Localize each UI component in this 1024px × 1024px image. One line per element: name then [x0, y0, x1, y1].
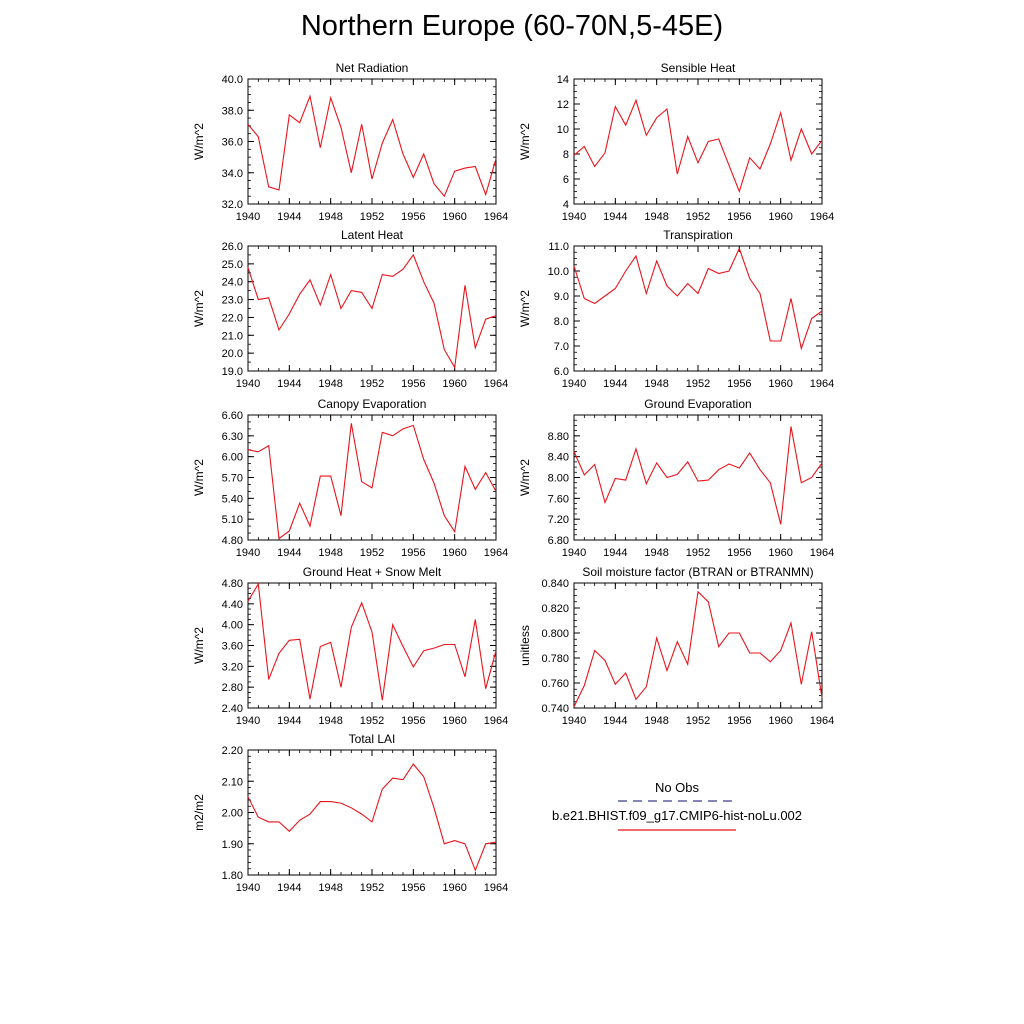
- net-radiation-ylabel: W/m^2: [192, 123, 206, 160]
- net-radiation-x-tick-label: 1964: [483, 211, 509, 223]
- ground-heat-snow-melt-x-tick-label: 1944: [277, 715, 302, 727]
- transpiration-y-tick-label: 8.0: [553, 316, 569, 328]
- sensible-heat-frame: [574, 79, 822, 204]
- canopy-evaporation-x-tick-label: 1940: [235, 547, 261, 559]
- transpiration-y-tick-label: 7.0: [553, 341, 569, 353]
- soil-moisture-factor-x-tick-label: 1956: [727, 715, 752, 727]
- total-lai-x-tick-label: 1952: [359, 882, 385, 894]
- soil-moisture-factor-y-tick-label: 0.800: [541, 628, 569, 640]
- canopy-evaporation-y-tick-label: 5.10: [221, 514, 243, 527]
- sensible-heat-ylabel: W/m^2: [518, 123, 532, 160]
- net-radiation-y-tick-label: 36.0: [221, 136, 243, 149]
- soil-moisture-factor-y-tick-label: 0.840: [541, 578, 569, 590]
- canopy-evaporation-x-tick-label: 1952: [359, 547, 385, 559]
- canopy-evaporation-y-tick-label: 6.30: [221, 430, 243, 443]
- sensible-heat-y-tick-label: 12: [556, 99, 569, 111]
- net-radiation-x-tick-label: 1948: [318, 211, 343, 223]
- latent-heat-y-tick-label: 23.0: [221, 294, 243, 307]
- ground-evaporation-x-tick-label: 1952: [685, 547, 711, 559]
- sensible-heat-x-tick-label: 1948: [644, 211, 669, 223]
- canopy-evaporation-y-tick-label: 6.60: [221, 410, 243, 422]
- sensible-heat-x-tick-label: 1960: [768, 211, 793, 223]
- transpiration-x-tick-label: 1944: [603, 378, 628, 390]
- total-lai-frame: [248, 750, 496, 875]
- ground-evaporation-x-tick-label: 1948: [644, 547, 669, 559]
- ground-heat-snow-melt-x-tick-label: 1948: [318, 715, 343, 727]
- ground-evaporation-x-tick-label: 1960: [768, 547, 793, 559]
- soil-moisture-factor-x-tick-label: 1952: [685, 715, 711, 727]
- soil-moisture-factor-y-tick-label: 0.740: [541, 703, 569, 715]
- net-radiation-x-tick-label: 1952: [359, 211, 385, 223]
- net-radiation-x-tick-label: 1960: [442, 211, 467, 223]
- total-lai-x-tick-label: 1956: [401, 882, 426, 894]
- ground-heat-snow-melt-x-tick-label: 1952: [359, 715, 385, 727]
- ground-evaporation-y-tick-label: 8.40: [547, 451, 569, 464]
- transpiration-x-tick-label: 1964: [809, 378, 835, 390]
- soil-moisture-factor-series-line: [574, 592, 822, 707]
- net-radiation-title: Net Radiation: [335, 61, 409, 75]
- total-lai-y-tick-label: 2.10: [221, 776, 243, 789]
- soil-moisture-factor-ylabel: unitless: [518, 625, 532, 666]
- ground-heat-snow-melt-y-tick-label: 2.40: [221, 703, 243, 715]
- latent-heat-y-tick-label: 22.0: [221, 312, 243, 325]
- transpiration-x-tick-label: 1952: [685, 378, 711, 390]
- latent-heat-y-tick-label: 25.0: [221, 258, 243, 271]
- transpiration-y-tick-label: 10.0: [547, 266, 569, 278]
- transpiration-frame: [574, 246, 822, 371]
- canopy-evaporation-y-tick-label: 5.70: [221, 472, 243, 485]
- ground-evaporation-y-tick-label: 7.20: [547, 514, 569, 527]
- canopy-evaporation-title: Canopy Evaporation: [317, 397, 427, 411]
- transpiration-y-tick-label: 6.0: [553, 366, 569, 378]
- ground-heat-snow-melt-x-tick-label: 1940: [235, 715, 261, 727]
- latent-heat-title: Latent Heat: [340, 228, 404, 242]
- ground-evaporation-title: Ground Evaporation: [644, 397, 752, 411]
- sensible-heat-x-tick-label: 1956: [727, 211, 752, 223]
- canopy-evaporation-frame: [248, 415, 496, 540]
- net-radiation-x-tick-label: 1940: [235, 211, 261, 223]
- transpiration-x-tick-label: 1956: [727, 378, 752, 390]
- soil-moisture-factor-y-tick-label: 0.780: [541, 653, 569, 665]
- net-radiation-y-tick-label: 34.0: [221, 167, 243, 180]
- ground-heat-snow-melt-x-tick-label: 1956: [401, 715, 426, 727]
- ground-evaporation-x-tick-label: 1940: [561, 547, 587, 559]
- canopy-evaporation-x-tick-label: 1960: [442, 547, 467, 559]
- net-radiation-x-tick-label: 1944: [277, 211, 302, 223]
- soil-moisture-factor-x-tick-label: 1940: [561, 715, 587, 727]
- ground-heat-snow-melt-title: Ground Heat + Snow Melt: [302, 565, 442, 579]
- total-lai-series-line: [248, 764, 496, 870]
- net-radiation-x-tick-label: 1956: [401, 211, 426, 223]
- latent-heat-x-tick-label: 1944: [277, 378, 302, 390]
- latent-heat-x-tick-label: 1948: [318, 378, 343, 390]
- legend-obs-label: No Obs: [654, 780, 700, 795]
- sensible-heat-y-tick-label: 8: [562, 149, 569, 161]
- latent-heat-series-line: [248, 255, 496, 368]
- soil-moisture-factor-x-tick-label: 1944: [603, 715, 628, 727]
- ground-heat-snow-melt-y-tick-label: 2.80: [221, 682, 243, 695]
- total-lai-y-tick-label: 1.90: [221, 838, 243, 851]
- ground-evaporation-x-tick-label: 1964: [809, 547, 835, 559]
- total-lai-x-tick-label: 1948: [318, 882, 343, 894]
- canopy-evaporation-x-tick-label: 1944: [277, 547, 302, 559]
- latent-heat-y-tick-label: 26.0: [221, 241, 243, 253]
- ground-heat-snow-melt-x-tick-label: 1960: [442, 715, 467, 727]
- canopy-evaporation-x-tick-label: 1948: [318, 547, 343, 559]
- sensible-heat-x-tick-label: 1940: [561, 211, 587, 223]
- canopy-evaporation-y-tick-label: 5.40: [221, 493, 243, 506]
- ground-evaporation-x-tick-label: 1956: [727, 547, 752, 559]
- latent-heat-y-tick-label: 24.0: [221, 276, 243, 289]
- ground-heat-snow-melt-ylabel: W/m^2: [192, 627, 206, 664]
- total-lai-title: Total LAI: [348, 732, 396, 746]
- latent-heat-x-tick-label: 1940: [235, 378, 261, 390]
- latent-heat-x-tick-label: 1956: [401, 378, 426, 390]
- sensible-heat-x-tick-label: 1944: [603, 211, 628, 223]
- sensible-heat-series-line: [574, 100, 822, 191]
- ground-evaporation-y-tick-label: 8.00: [547, 472, 569, 485]
- canopy-evaporation-ylabel: W/m^2: [192, 459, 206, 496]
- canopy-evaporation-y-tick-label: 4.80: [221, 535, 243, 547]
- ground-heat-snow-melt-series-line: [248, 584, 496, 700]
- latent-heat-x-tick-label: 1964: [483, 378, 509, 390]
- soil-moisture-factor-y-tick-label: 0.760: [541, 678, 569, 690]
- sensible-heat-y-tick-label: 10: [556, 124, 569, 136]
- transpiration-y-tick-label: 11.0: [548, 241, 569, 253]
- transpiration-x-tick-label: 1960: [768, 378, 793, 390]
- sensible-heat-x-tick-label: 1952: [685, 211, 711, 223]
- page-title: Northern Europe (60-70N,5-45E): [300, 10, 724, 42]
- ground-evaporation-y-tick-label: 6.80: [547, 535, 569, 547]
- ground-evaporation-frame: [574, 415, 822, 540]
- transpiration-x-tick-label: 1948: [644, 378, 669, 390]
- net-radiation-y-tick-label: 38.0: [221, 105, 243, 118]
- transpiration-ylabel: W/m^2: [518, 290, 532, 327]
- soil-moisture-factor-title: Soil moisture factor (BTRAN or BTRANMN): [582, 565, 814, 579]
- ground-evaporation-x-tick-label: 1944: [603, 547, 628, 559]
- transpiration-series-line: [574, 249, 822, 349]
- ground-evaporation-y-tick-label: 7.60: [547, 493, 569, 506]
- latent-heat-y-tick-label: 19.0: [221, 366, 243, 378]
- ground-heat-snow-melt-y-tick-label: 3.20: [221, 661, 243, 674]
- latent-heat-y-tick-label: 21.0: [221, 330, 243, 343]
- latent-heat-x-tick-label: 1952: [359, 378, 385, 390]
- ground-heat-snow-melt-y-tick-label: 4.40: [221, 598, 243, 611]
- ground-heat-snow-melt-x-tick-label: 1964: [483, 715, 509, 727]
- total-lai-x-tick-label: 1964: [483, 882, 509, 894]
- net-radiation-y-tick-label: 40.0: [221, 74, 243, 86]
- sensible-heat-y-tick-label: 4: [562, 199, 569, 211]
- ground-evaporation-series-line: [574, 427, 822, 525]
- latent-heat-ylabel: W/m^2: [192, 290, 206, 327]
- total-lai-y-tick-label: 2.20: [221, 745, 243, 757]
- total-lai-x-tick-label: 1940: [235, 882, 261, 894]
- sensible-heat-y-tick-label: 14: [556, 74, 569, 86]
- canopy-evaporation-x-tick-label: 1964: [483, 547, 509, 559]
- soil-moisture-factor-x-tick-label: 1948: [644, 715, 669, 727]
- soil-moisture-factor-y-tick-label: 0.820: [541, 603, 569, 615]
- transpiration-y-tick-label: 9.0: [553, 291, 569, 303]
- soil-moisture-factor-x-tick-label: 1964: [809, 715, 835, 727]
- sensible-heat-x-tick-label: 1964: [809, 211, 835, 223]
- transpiration-x-tick-label: 1940: [561, 378, 587, 390]
- net-radiation-y-tick-label: 32.0: [221, 199, 243, 211]
- soil-moisture-factor-frame: [574, 583, 822, 708]
- total-lai-y-tick-label: 2.00: [221, 807, 243, 820]
- transpiration-title: Transpiration: [663, 228, 733, 242]
- ground-heat-snow-melt-y-tick-label: 3.60: [221, 640, 243, 653]
- ground-evaporation-ylabel: W/m^2: [518, 459, 532, 496]
- soil-moisture-factor-x-tick-label: 1960: [768, 715, 793, 727]
- ground-evaporation-y-tick-label: 8.80: [547, 430, 569, 443]
- latent-heat-y-tick-label: 20.0: [221, 348, 243, 361]
- total-lai-y-tick-label: 1.80: [221, 870, 243, 882]
- latent-heat-x-tick-label: 1960: [442, 378, 467, 390]
- total-lai-x-tick-label: 1960: [442, 882, 467, 894]
- sensible-heat-y-tick-label: 6: [562, 174, 569, 186]
- canopy-evaporation-y-tick-label: 6.00: [221, 451, 243, 464]
- sensible-heat-title: Sensible Heat: [660, 61, 736, 75]
- ground-heat-snow-melt-y-tick-label: 4.00: [221, 619, 243, 632]
- canopy-evaporation-x-tick-label: 1956: [401, 547, 426, 559]
- legend-model-label: b.e21.BHIST.f09_g17.CMIP6-hist-noLu.002: [551, 808, 803, 823]
- total-lai-x-tick-label: 1944: [277, 882, 302, 894]
- canopy-evaporation-series-line: [248, 423, 496, 538]
- total-lai-ylabel: m2/m2: [192, 794, 206, 831]
- ground-heat-snow-melt-y-tick-label: 4.80: [221, 578, 243, 590]
- net-radiation-series-line: [248, 96, 496, 196]
